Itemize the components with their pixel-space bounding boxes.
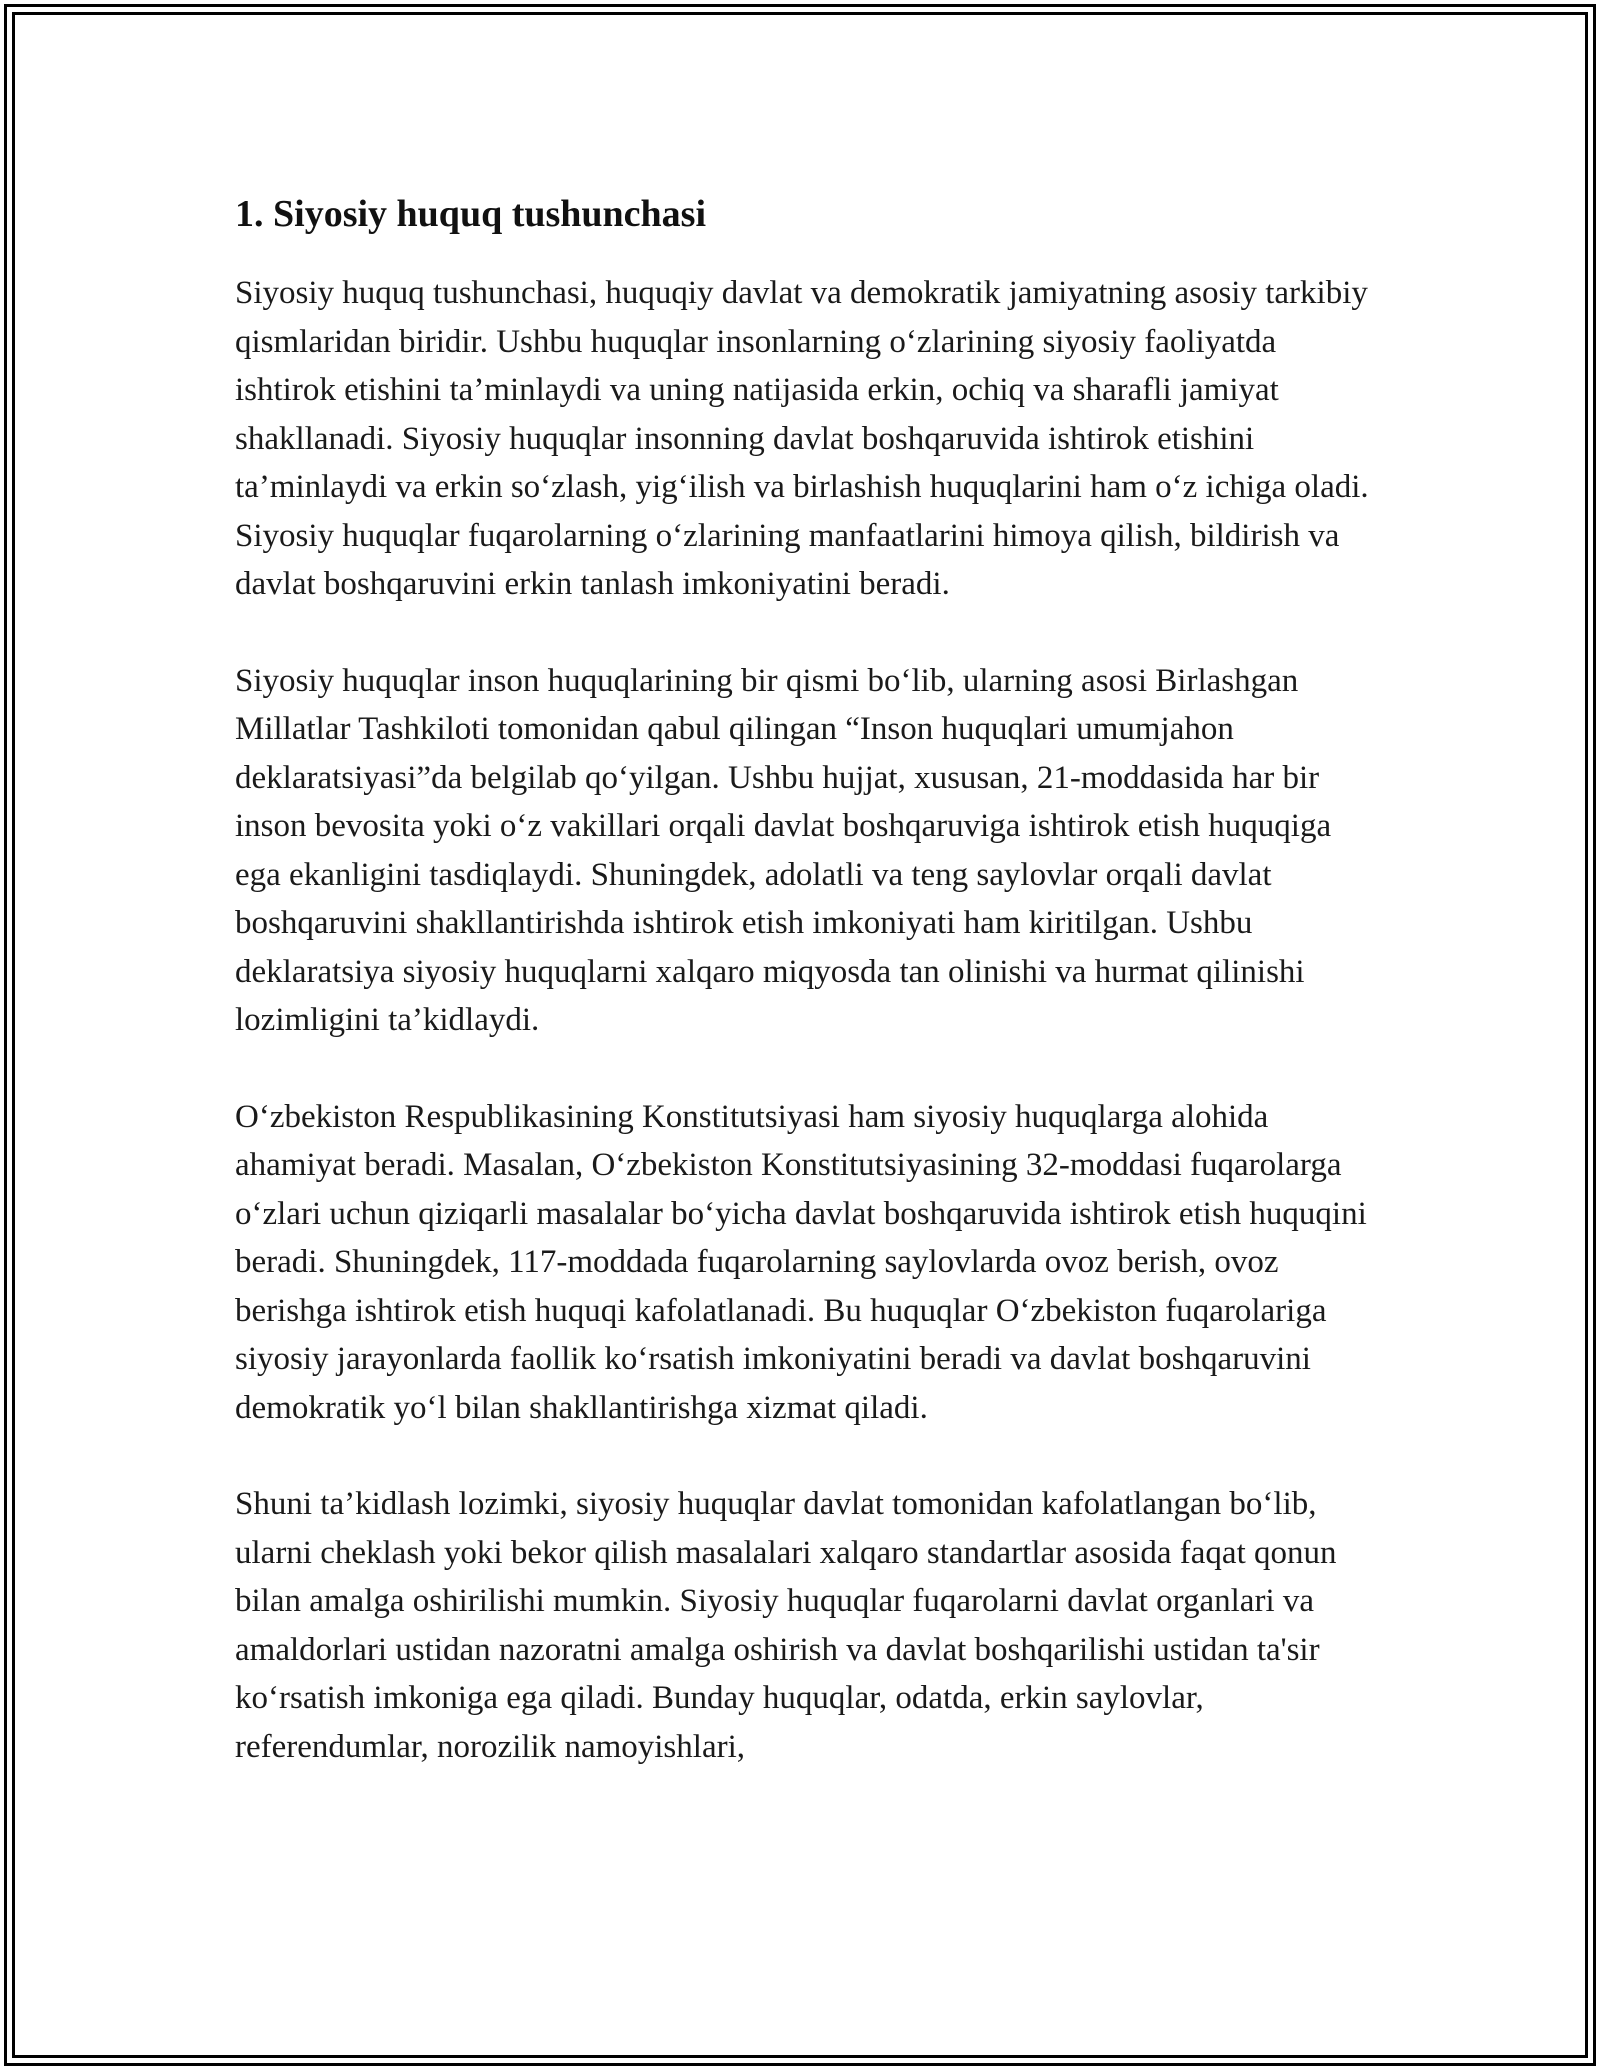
paragraph-4: Shuni ta’kidlash lozimki, siyosiy huquqlar davlat tomonidan kafolatlangan boʻlib, ularni cheklash yoki bekor qilish masalalari xalqaro standartlar asosida faqat qonun bilan amalga oshirilishi mumkin. Siyosiy huquqlar fuqarolarni davlat organlari va amaldorlari ustidan nazoratni amalga oshirish va davlat boshqarilishi ustidan ta'sir koʻrsatish imkoniga ega qiladi. Bunday huquqlar, odatda, erkin saylovlar, referendumlar, norozilik namoyishlari, (235, 1486, 1337, 1765)
paragraph-1: Siyosiy huquq tushunchasi, huquqiy davlat va demokratik jamiyatning asosiy tarkibiy qismlaridan biridir. Ushbu huquqlar insonlarning oʻzlarining siyosiy faoliyatda ishtirok etishini ta’minlaydi va uning natijasida erkin, ochiq va sharafli jamiyat shakllanadi. Siyosiy huquqlar insonning davlat boshqaruvida ishtirok etishini ta’minlaydi va erkin soʻzlash, yigʻilish va birlashish huquqlarini ham oʻz ichiga oladi. Siyosiy huquqlar fuqarolarning oʻzlarining manfaatlarini himoya qilish, bildirish va davlat boshqaruvini erkin tanlash imkoniyatini beradi. (235, 275, 1369, 602)
paragraph-2: Siyosiy huquqlar inson huquqlarining bir qismi boʻlib, ularning asosi Birlashgan Millatlar Tashkiloti tomonidan qabul qilingan “Inson huquqlari umumjahon deklaratsiyasi”da belgilab qoʻyilgan. Ushbu hujjat, xususan, 21-moddasida har bir inson bevosita yoki oʻz vakillari orqali davlat boshqaruviga ishtirok etish huquqiga ega ekanligini tasdiqlaydi. Shuningdek, adolatli va teng saylovlar orqali davlat boshqaruvini shakllantirishda ishtirok etish imkoniyati ham kiritilgan. Ushbu deklaratsiya siyosiy huquqlarni xalqaro miqyosda tan olinishi va hurmat qilinishi lozimligini ta’kidlaydi. (235, 662, 1332, 1038)
paragraph-3: Oʻzbekiston Respublikasining Konstitutsiyasi ham siyosiy huquqlarga alohida ahamiyat beradi. Masalan, Oʻzbekiston Konstitutsiyasining 32-moddasi fuqarolarga oʻzlari uchun qiziqarli masalalar boʻyicha davlat boshqaruvida ishtirok etish huquqini beradi. Shuningdek, 117-moddada fuqarolarning saylovlarda ovoz berish, ovoz berishga ishtirok etish huquqi kafolatlanadi. Bu huquqlar Oʻzbekiston fuqarolariga siyosiy jarayonlarda faollik koʻrsatish imkoniyatini beradi va davlat boshqaruvini demokratik yoʻl bilan shakllantirishga xizmat qiladi. (235, 1098, 1367, 1426)
document-body (235, 185, 1375, 1819)
section-heading: 1. Siyosiy huquq tushunchasi (235, 193, 707, 235)
